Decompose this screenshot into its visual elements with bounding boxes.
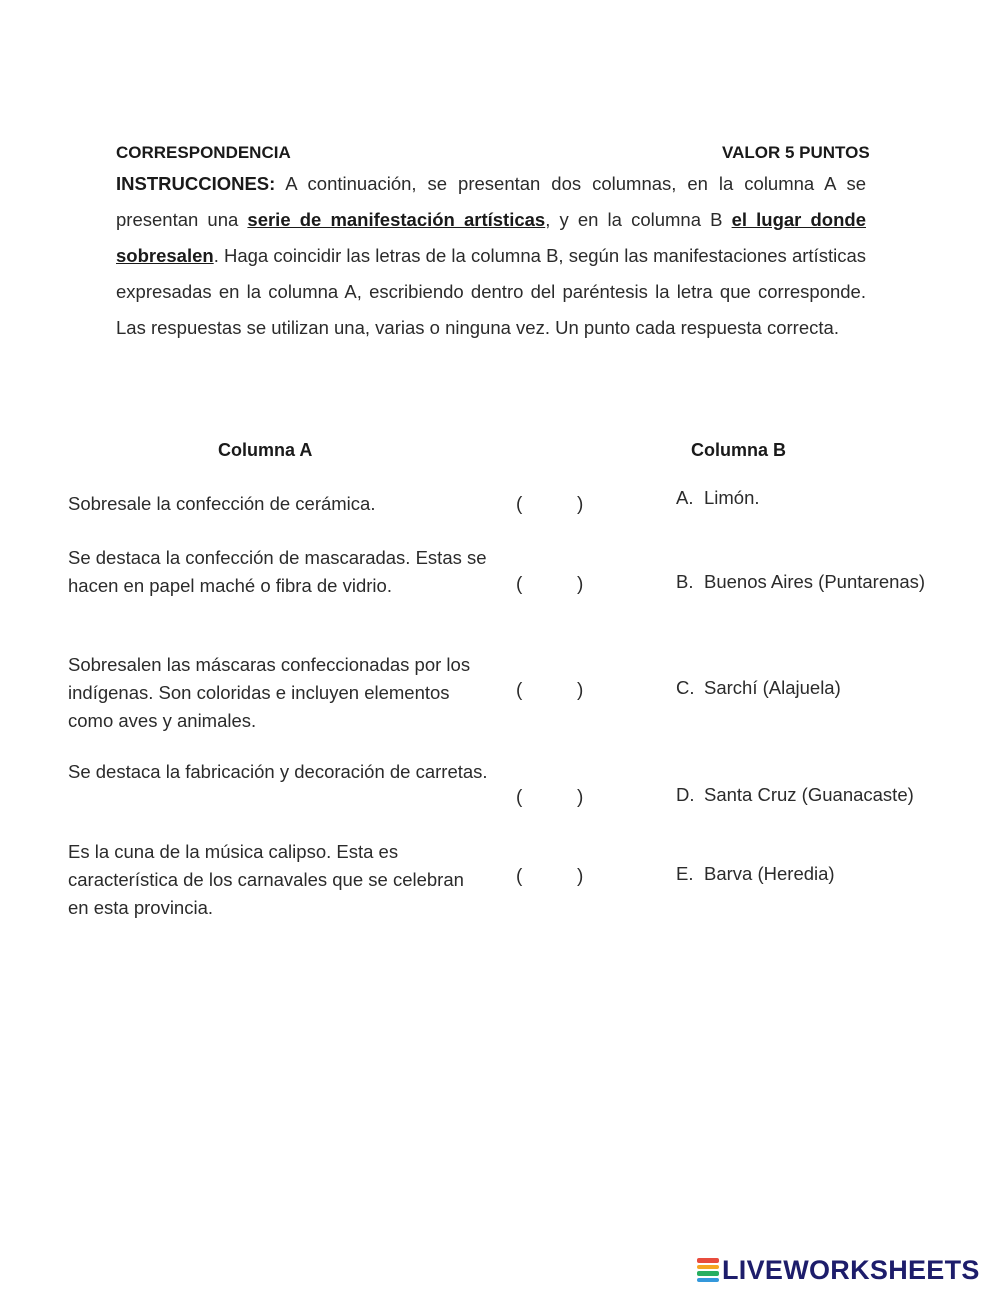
answer-paren-open: ( xyxy=(516,787,523,808)
column-b-text: Buenos Aires (Puntarenas) xyxy=(704,571,926,592)
instructions-text-2: , y en la columna B xyxy=(545,209,732,230)
logo-mark-icon xyxy=(697,1257,719,1283)
instructions-emphasis-1: serie de manifestación artísticas xyxy=(247,209,546,230)
logo-stripe xyxy=(697,1258,719,1263)
answer-paren-close: ) xyxy=(577,680,584,701)
answer-paren-close: ) xyxy=(577,866,584,887)
answer-paren-open: ( xyxy=(516,574,523,595)
answer-paren-close: ) xyxy=(577,787,584,808)
column-b-text: Limón. xyxy=(704,487,760,508)
column-b-letter: C. xyxy=(676,677,695,698)
liveworksheets-logo xyxy=(697,1254,980,1286)
column-b-letter: B. xyxy=(676,571,694,592)
instructions-text-1: A continuación, se presentan dos columnas, en la columna A se presentan una xyxy=(116,173,866,230)
column-b-text: Santa Cruz (Guanacaste) xyxy=(704,784,914,805)
answer-paren-close: ) xyxy=(577,494,584,515)
column-b-text: Sarchí (Alajuela) xyxy=(704,677,841,698)
column-b-item xyxy=(676,784,914,806)
logo-text: LIVEWORKSHEETS xyxy=(722,1254,980,1285)
column-b-item xyxy=(676,677,841,699)
answer-paren-close: ) xyxy=(577,574,584,595)
answer-paren-open: ( xyxy=(516,494,523,515)
instructions-text-3: . Haga coincidir las letras de la columna B, según las manifestaciones artísticas expresadas en la columna A, escribiendo dentro del paréntesis la letra que corresponde. Las respuestas se utilizan una, varias o ninguna vez. Un punto cada respuesta correcta. xyxy=(116,245,866,338)
column-a-item: Sobresalen las máscaras confeccionadas por los indígenas. Son coloridas e incluyen elementos como aves y animales. xyxy=(68,654,471,731)
column-b-letter: A. xyxy=(676,487,694,508)
logo-stripe xyxy=(697,1278,719,1283)
column-b-heading: Columna B xyxy=(691,440,787,460)
column-b-item xyxy=(676,863,835,885)
instructions-emphasis-2: el lugar donde sobresalen xyxy=(116,209,866,266)
column-b-letter: D. xyxy=(676,784,695,805)
section-title: CORRESPONDENCIA xyxy=(116,143,291,162)
column-b-item xyxy=(676,571,925,593)
column-b-item xyxy=(676,487,760,509)
logo-stripe xyxy=(697,1271,719,1276)
column-a-item: Sobresale la confección de cerámica. xyxy=(68,493,376,514)
column-a-item: Se destaca la confección de mascaradas. Estas se hacen en papel maché o fibra de vidrio. xyxy=(68,547,487,596)
answer-paren-open: ( xyxy=(516,866,523,887)
column-b-letter: E. xyxy=(676,863,694,884)
column-a-item: Se destaca la fabricación y decoración de carretas. xyxy=(68,761,488,782)
logo-stripe xyxy=(697,1265,719,1270)
column-b-text: Barva (Heredia) xyxy=(704,863,835,884)
answer-paren-open: ( xyxy=(516,680,523,701)
column-a-item: Es la cuna de la música calipso. Esta es característica de los carnavales que se celebran en esta provincia. xyxy=(68,841,464,918)
points-value: VALOR 5 PUNTOS xyxy=(722,143,870,162)
column-a-heading: Columna A xyxy=(218,440,313,460)
instructions-paragraph xyxy=(116,166,866,346)
instructions-label: INSTRUCCIONES: xyxy=(116,173,276,194)
